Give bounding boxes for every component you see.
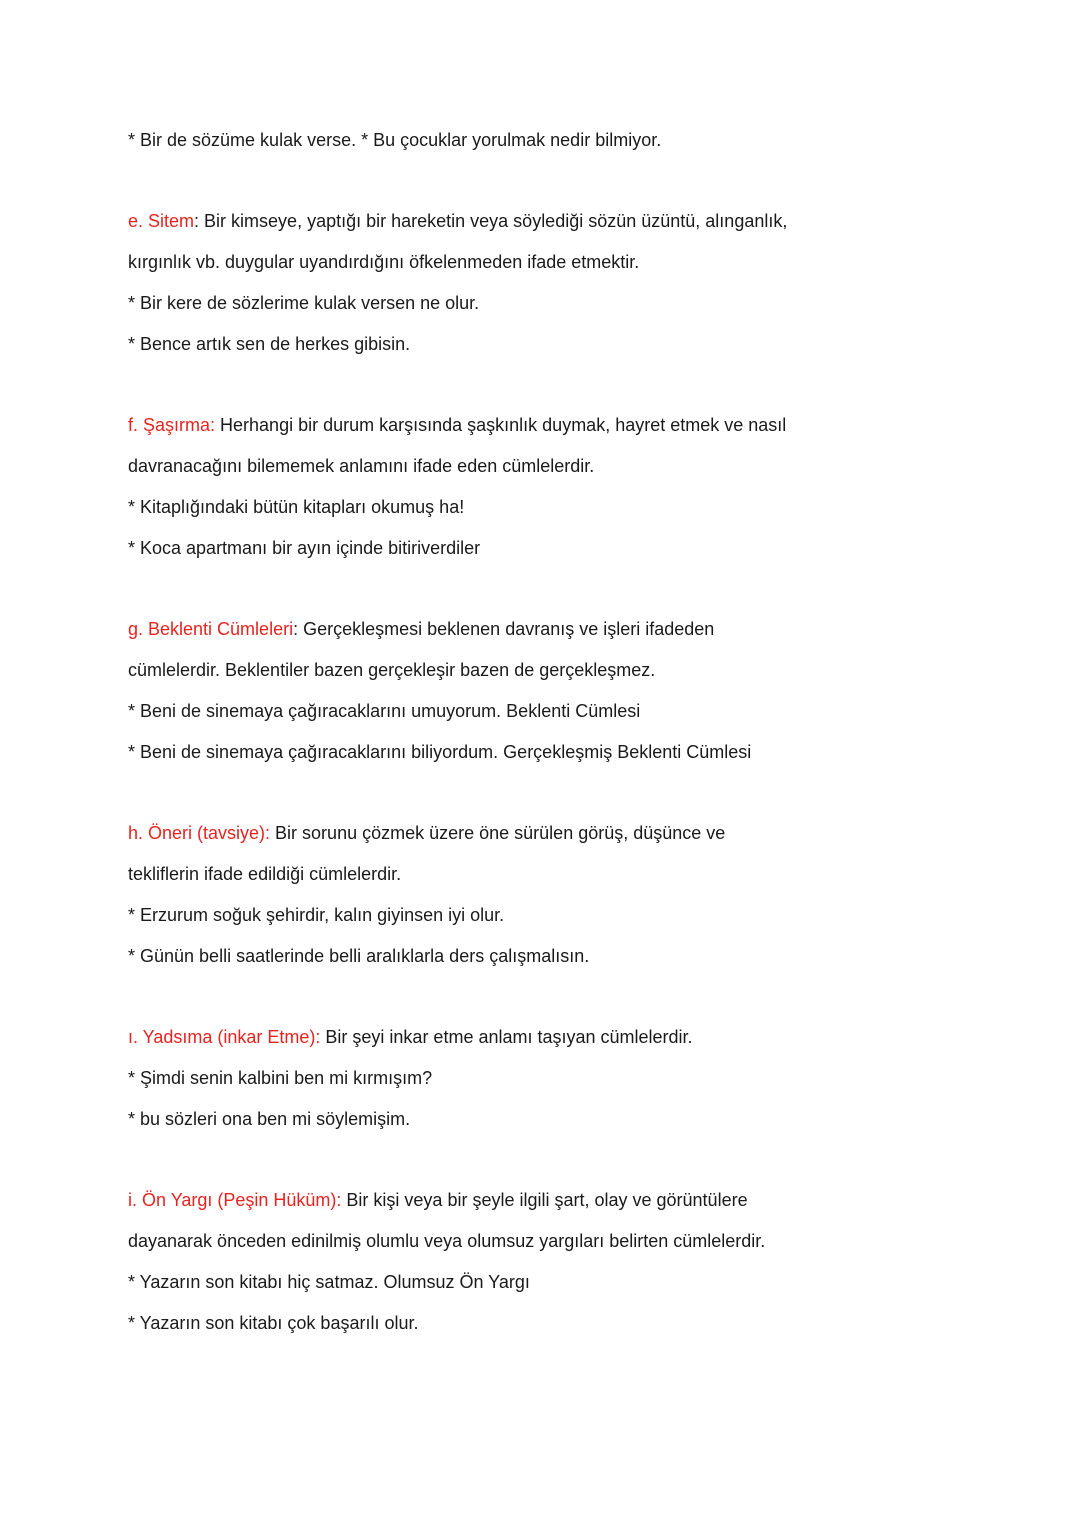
intro-example: * Bir de sözüme kulak verse. * Bu çocuklar yorulmak nedir bilmiyor.	[128, 130, 662, 150]
definition-line	[128, 405, 1028, 446]
definition-line	[128, 609, 1028, 650]
definition-continuation: cümlelerdir. Beklentiler bazen gerçekleşir bazen de gerçekleşmez.	[128, 660, 656, 680]
example-2: * Beni de sinemaya çağıracaklarını biliyordum. Gerçekleşmiş Beklenti Cümlesi	[128, 742, 752, 762]
section-term: e. Sitem	[128, 211, 195, 231]
definition-continuation: dayanarak önceden edinilmiş olumlu veya olumsuz yargıları belirten cümlelerdir.	[128, 1231, 766, 1251]
section-term: ı. Yadsıma (inkar Etme):	[128, 1027, 321, 1047]
definition-line	[128, 201, 1028, 242]
section-sitem	[128, 201, 1028, 365]
section-oneri	[128, 813, 1028, 977]
definition-text: Bir sorunu çözmek üzere öne sürülen görüş, düşünce ve	[270, 823, 726, 843]
term-separator: :	[194, 211, 200, 231]
example-2: * Günün belli saatlerinde belli aralıklarla ders çalışmalısın.	[128, 946, 590, 966]
example-1: * Erzurum soğuk şehirdir, kalın giyinsen iyi olur.	[128, 905, 505, 925]
section-yadsima	[128, 1017, 1028, 1140]
section-beklenti	[128, 609, 1028, 773]
example-1: * Bir kere de sözlerime kulak versen ne olur.	[128, 293, 480, 313]
definition-continuation: davranacağını bilememek anlamını ifade eden cümlelerdir.	[128, 456, 595, 476]
example-2: * Bence artık sen de herkes gibisin.	[128, 334, 411, 354]
definition-line	[128, 1180, 1028, 1221]
example-1: * Kitaplığındaki bütün kitapları okumuş ha!	[128, 497, 465, 517]
example-1: * Yazarın son kitabı hiç satmaz. Olumsuz Ön Yargı	[128, 1272, 530, 1292]
section-on-yargi	[128, 1180, 1028, 1344]
definition-continuation: tekliflerin ifade edildiği cümlelerdir.	[128, 864, 402, 884]
definition-line	[128, 813, 1028, 854]
term-separator: :	[293, 619, 299, 639]
definition-text: Bir şeyi inkar etme anlamı taşıyan cümlelerdir.	[320, 1027, 693, 1047]
definition-line	[128, 1017, 1028, 1058]
example-2: * Koca apartmanı bir ayın içinde bitiriverdiler	[128, 538, 481, 558]
section-term: h. Öneri (tavsiye):	[128, 823, 271, 843]
section-term: i. Ön Yargı (Peşin Hüküm):	[128, 1190, 342, 1210]
definition-text: Bir kimseye, yaptığı bir hareketin veya söylediği sözün üzüntü, alınganlık,	[199, 211, 788, 231]
definition-text: Bir kişi veya bir şeyle ilgili şart, olay ve görüntülere	[341, 1190, 748, 1210]
definition-text: Gerçekleşmesi beklenen davranış ve işleri ifadeden	[298, 619, 715, 639]
document-page	[128, 120, 1028, 1344]
example-1: * Beni de sinemaya çağıracaklarını umuyorum. Beklenti Cümlesi	[128, 701, 641, 721]
section-term: f. Şaşırma:	[128, 415, 216, 435]
definition-continuation: kırgınlık vb. duygular uyandırdığını öfkelenmeden ifade etmektir.	[128, 252, 640, 272]
example-2: * Yazarın son kitabı çok başarılı olur.	[128, 1313, 419, 1333]
section-sasirma	[128, 405, 1028, 569]
example-2: * bu sözleri ona ben mi söylemişim.	[128, 1109, 411, 1129]
definition-text: Herhangi bir durum karşısında şaşkınlık duymak, hayret etmek ve nasıl	[215, 415, 787, 435]
example-1: * Şimdi senin kalbini ben mi kırmışım?	[128, 1068, 433, 1088]
section-term: g. Beklenti Cümleleri	[128, 619, 294, 639]
